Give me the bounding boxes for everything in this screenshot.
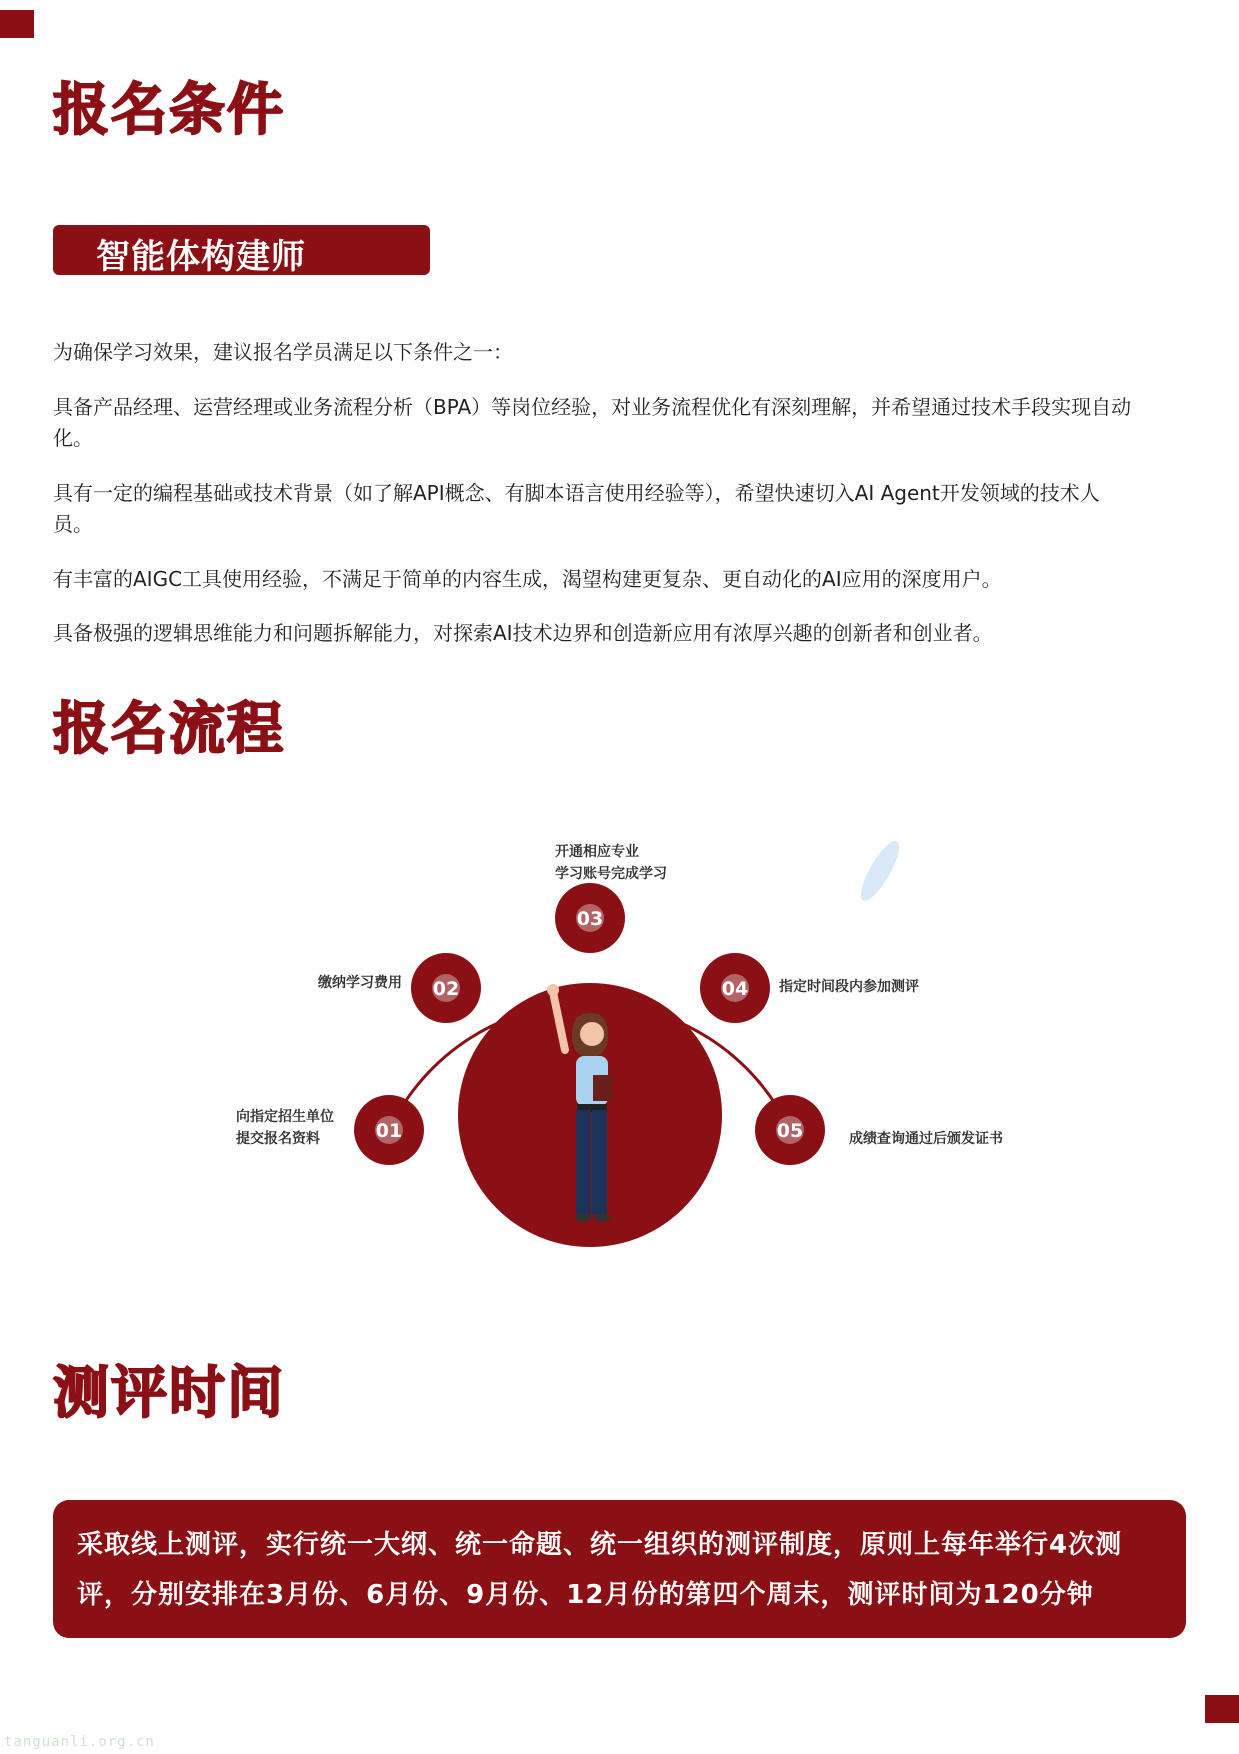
condition-item-4: 具备极强的逻辑思维能力和问题拆解能力，对探索AI技术边界和创造新应用有浓厚兴趣的创新者和创业者。 [53,621,993,645]
process-step-number: 03 [576,908,604,930]
process-step-number: 02 [432,978,460,1000]
section-title-registration-process: 报名流程 [53,697,285,762]
section-title-assessment-time: 测评时间 [53,1361,285,1426]
assessment-info-text: 采取线上测评，实行统一大纲、统一命题、统一组织的测评制度，原则上每年举行4次测评，分别安排在3月份、6月份、9月份、12月份的第四个周末，测评时间为120分钟 [77,1530,1123,1610]
process-diagram-graphic [0,820,1239,1260]
process-step-number: 01 [375,1120,403,1142]
corner-decoration-top-left [0,10,34,38]
process-step-label-04: 指定时间段内参加测评 [779,979,919,995]
process-step-number: 05 [776,1120,804,1142]
conditions-intro: 为确保学习效果，建议报名学员满足以下条件之一： [53,340,513,364]
decorative-blob [854,836,905,905]
condition-item-3: 有丰富的AIGC工具使用经验，不满足于简单的内容生成，渴望构建更复杂、更自动化的AI应用的深度用户。 [53,567,1002,591]
section-title-registration-conditions: 报名条件 [53,78,285,143]
process-step-label-02: 缴纳学习费用 [318,975,402,991]
process-step-number: 04 [721,978,749,1000]
condition-item-1: 具备产品经理、运营经理或业务流程分析（BPA）等岗位经验，对业务流程优化有深刻理解，并希望通过技术手段实现自动化。 [53,395,1132,450]
process-step-05 [755,1095,825,1165]
process-step-02 [411,953,481,1023]
process-step-04 [700,953,770,1023]
condition-item-2: 具有一定的编程基础或技术背景（如了解API概念、有脚本语言使用经验等），希望快速切入AI Agent开发领域的技术人员。 [53,481,1100,536]
process-step-label-03: 开通相应专业 学习账号完成学习 [555,844,667,882]
watermark: tanguanli.org.cn [4,1734,155,1750]
role-badge-label: 智能体构建师 [96,237,306,277]
assessment-info-box [53,1500,1186,1638]
process-step-label-05: 成绩查询通过后颁发证书 [849,1131,1003,1147]
process-diagram [0,820,1239,1260]
process-step-label-01: 向指定招生单位 提交报名资料 [236,1109,334,1147]
process-step-03 [555,883,625,953]
process-step-01 [354,1095,424,1165]
corner-decoration-bottom-right [1205,1695,1239,1723]
role-badge [53,225,430,275]
